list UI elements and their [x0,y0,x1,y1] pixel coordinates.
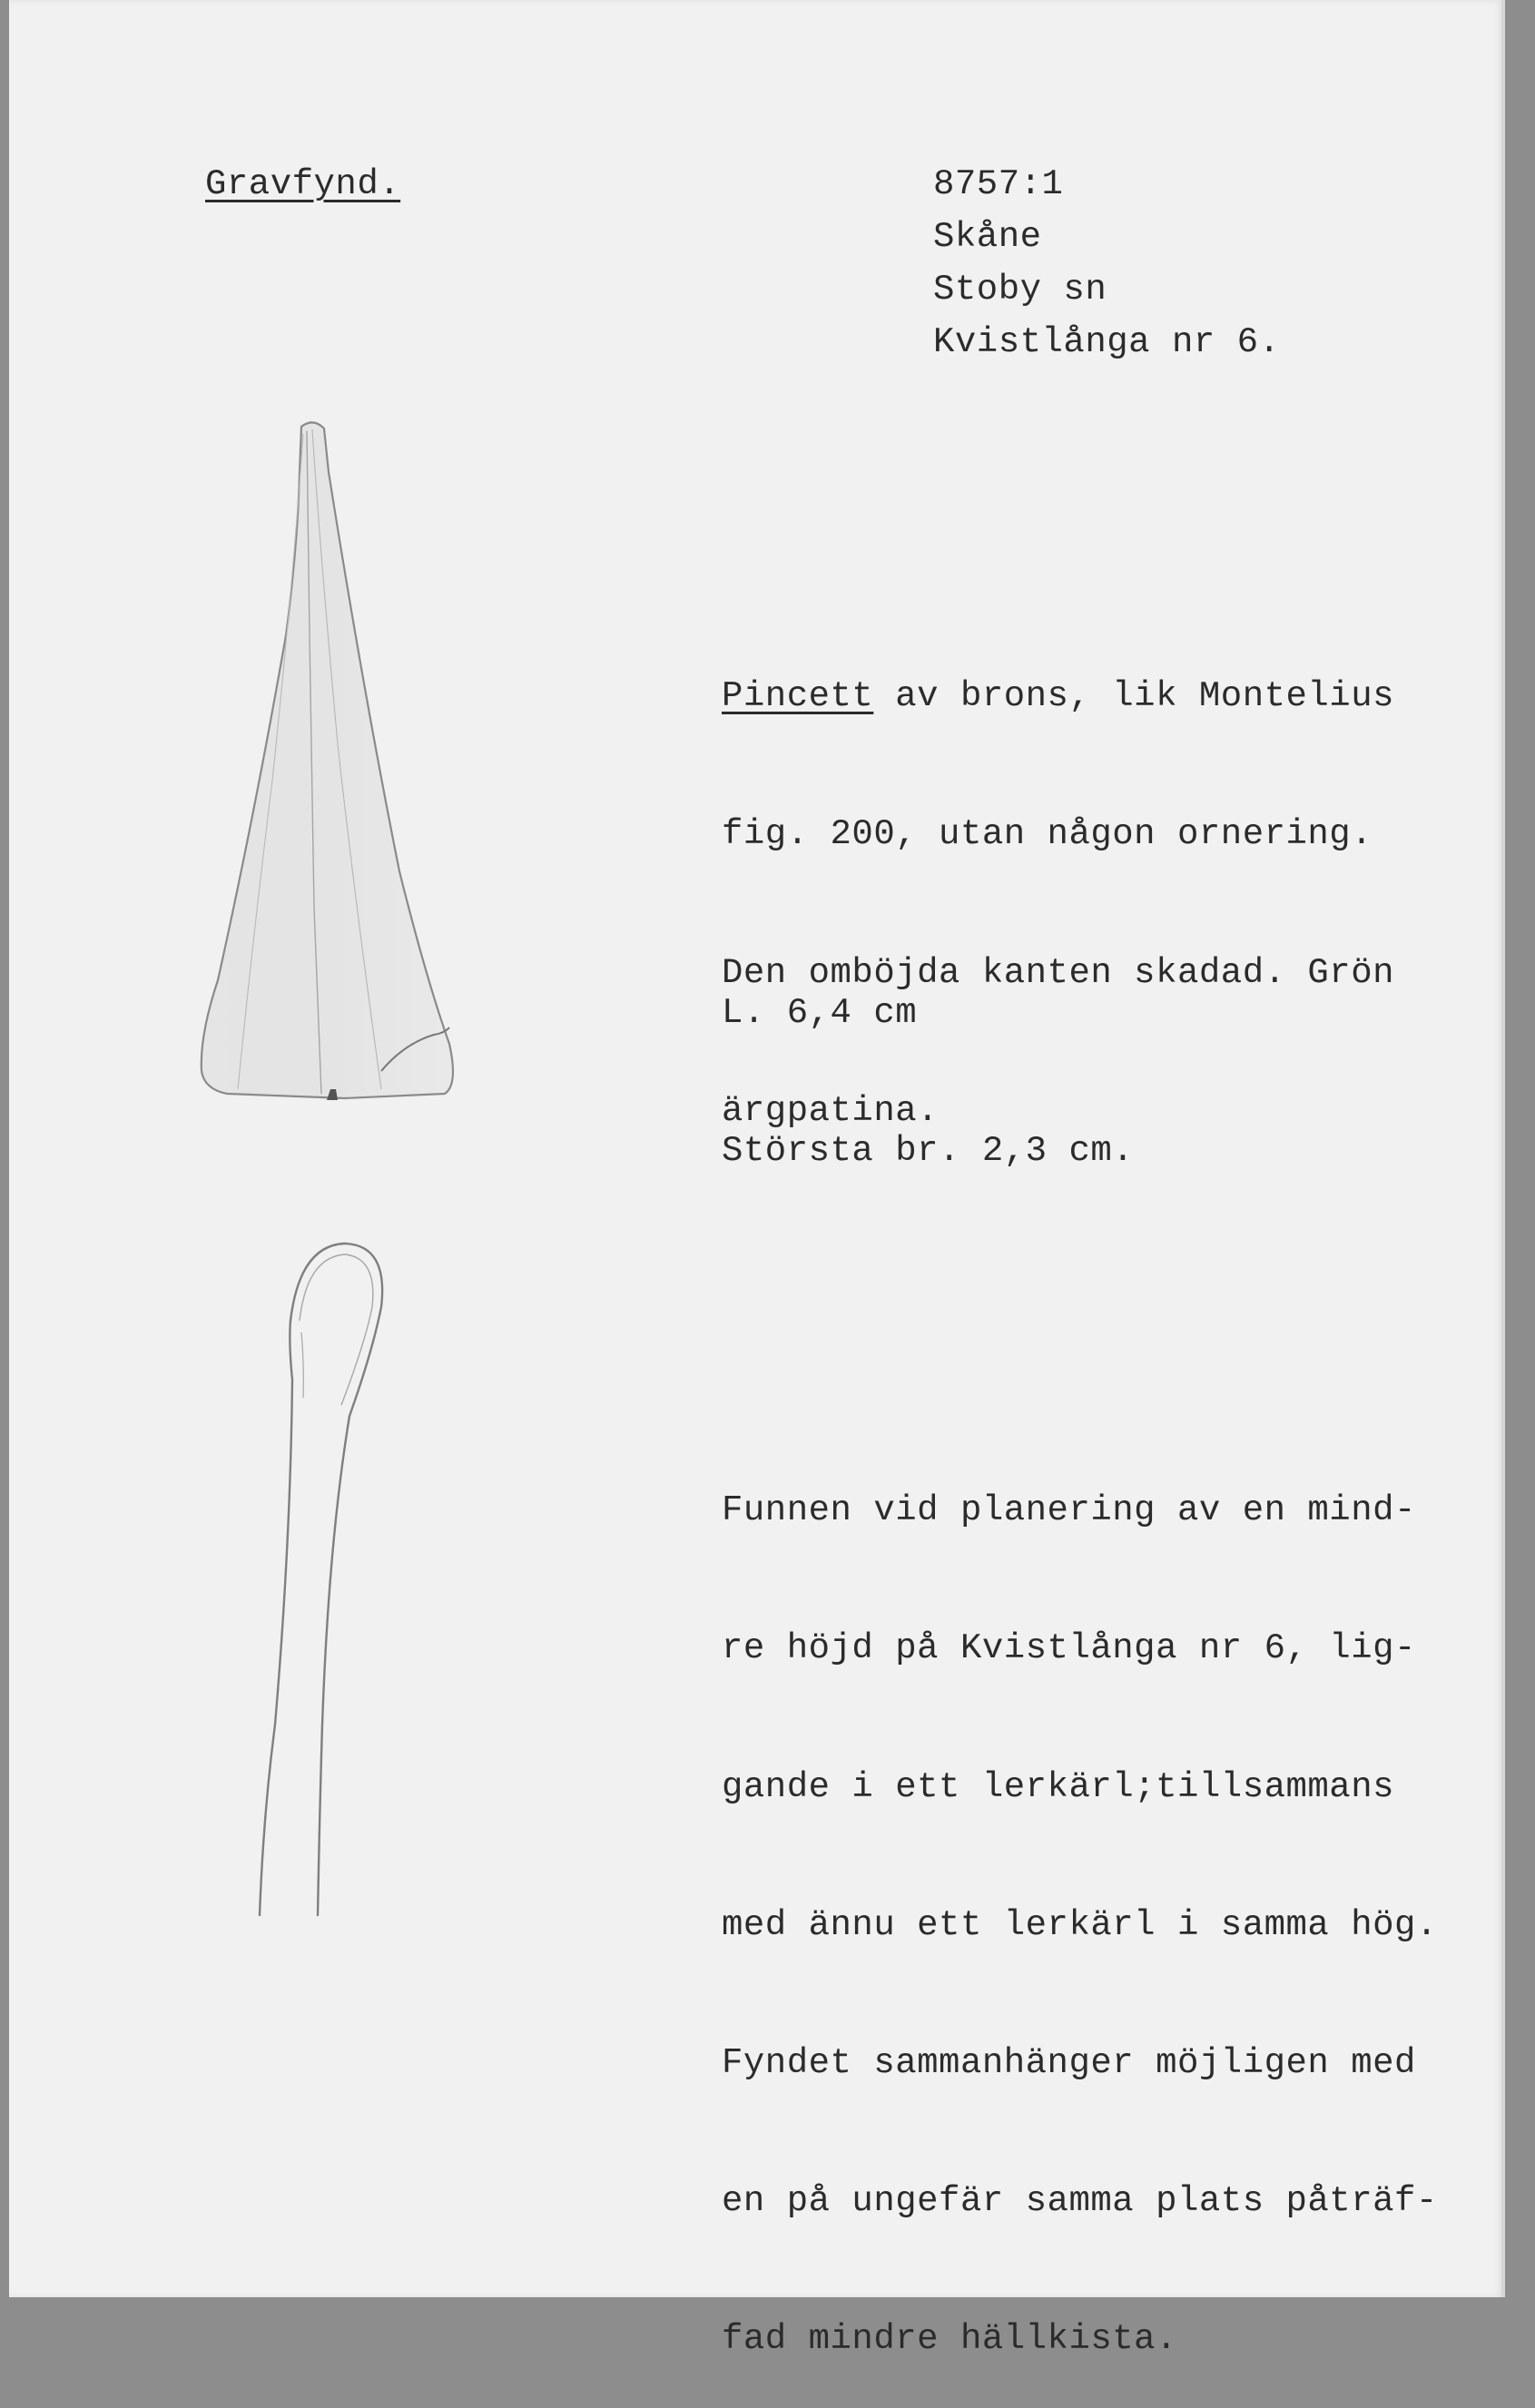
object-term: Pincett [722,676,874,717]
description-first-line: av brons, lik Montelius [873,676,1395,717]
paper-edge [1501,0,1505,2297]
site: Kvistlånga nr 6. [933,322,1281,362]
context-line: Funnen vid planering av en mind- [722,1490,1416,1531]
parish: Stoby sn [933,270,1107,310]
context-line: re höjd på Kvistlånga nr 6, lig- [722,1628,1416,1669]
find-context-block [722,1396,1438,2408]
measurements-block [722,899,1134,1221]
context-line: Fyndet sammanhänger möjligen med [722,2042,1416,2083]
context-line: med ännu ett lerkärl i samma hög. [722,1904,1438,1945]
province: Skåne [933,217,1042,257]
context-line: en på ungefär samma plats påträf- [722,2180,1438,2221]
context-line: gande i ett lerkärl;tillsammans [722,1766,1395,1807]
catalog-number: 8757:1 [933,164,1064,204]
description-line: Den omböjda kanten skadad. Grön [722,952,1395,993]
description-line: ärgpatina. [722,1090,940,1131]
category-heading: Gravfynd. [205,164,401,204]
description-line: fig. 200, utan någon ornering. [722,814,1373,855]
length-measurement: L. 6,4 cm [722,993,918,1034]
width-measurement: Största br. 2,3 cm. [722,1131,1135,1172]
context-line: fad mindre hällkista. [722,2318,1177,2359]
